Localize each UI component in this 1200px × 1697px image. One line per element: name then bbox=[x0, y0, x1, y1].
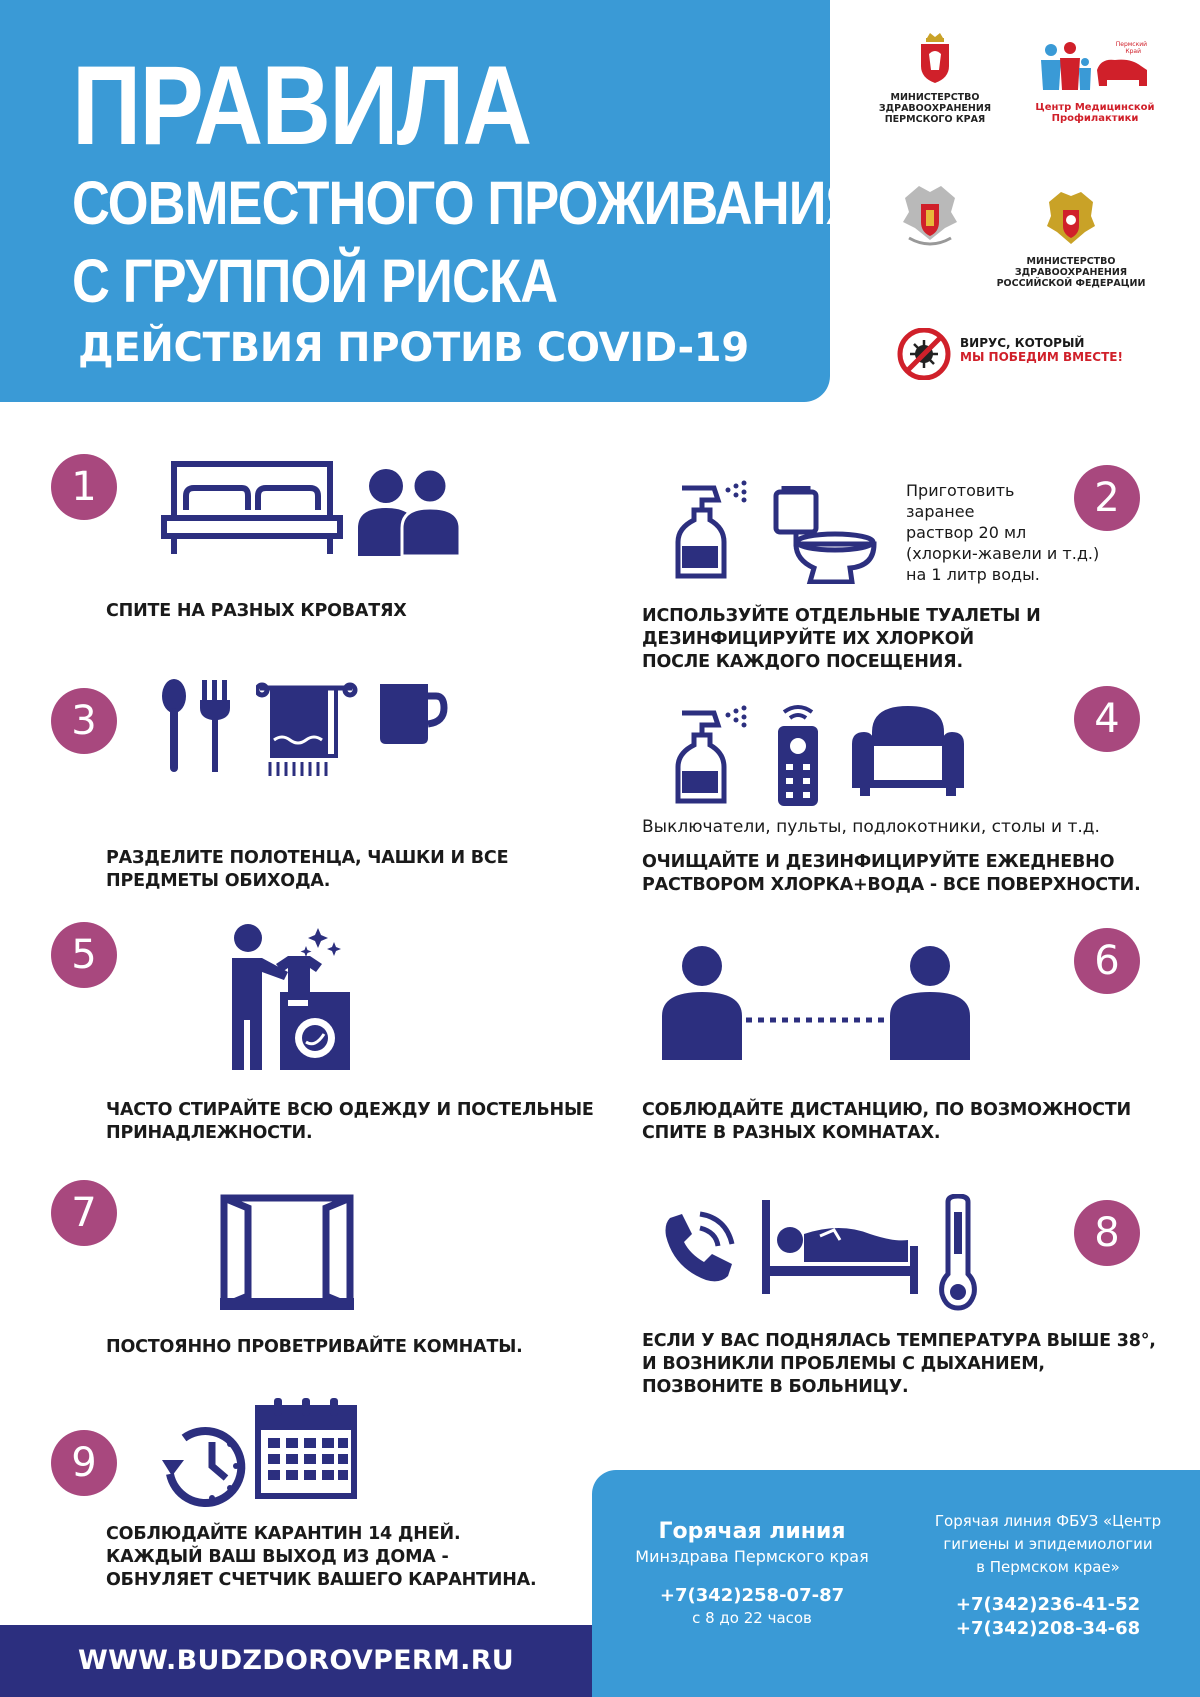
step-4-line2: РАСТВОРОМ ХЛОРКА+ВОДА - ВСЕ ПОВЕРХНОСТИ. bbox=[642, 875, 1141, 895]
title-line-3: С ГРУППОЙ РИСКА bbox=[72, 247, 558, 315]
medical-prevention-center-logo bbox=[1030, 40, 1160, 124]
page-title bbox=[72, 43, 863, 316]
step-4-note-line1: Выключатели, пульты, подлокотники, столы и т.д. bbox=[642, 817, 1100, 837]
step-6-line1: СОБЛЮДАЙТЕ ДИСТАНЦИЮ, ПО ВОЗМОЖНОСТИ bbox=[642, 1100, 1131, 1120]
step-4-note bbox=[642, 817, 1100, 838]
rospotrebnadzor-emblem bbox=[895, 182, 965, 258]
rf-eagle-icon bbox=[1043, 190, 1099, 252]
rf-ministry-line1: МИНИСТЕРСТВО bbox=[1026, 256, 1116, 267]
step-9-line2: КАЖДЫЙ ВАШ ВЫХОД ИЗ ДОМА - bbox=[106, 1547, 449, 1567]
rf-ministry-line3: РОССИЙСКОЙ ФЕДЕРАЦИИ bbox=[996, 278, 1146, 289]
website-bar bbox=[0, 1625, 592, 1697]
hotline-left-hours: с 8 до 22 часов bbox=[692, 1609, 812, 1627]
step-number-6: 6 bbox=[1074, 928, 1140, 994]
hotline-right-line3: в Пермском крае» bbox=[976, 1558, 1120, 1576]
perm-coat-of-arms-icon bbox=[918, 32, 952, 84]
bed-icon bbox=[160, 458, 345, 558]
calendar-icon bbox=[252, 1396, 360, 1500]
spray-bottle-icon-2 bbox=[672, 705, 754, 807]
open-window-icon bbox=[220, 1194, 354, 1310]
family-bear-icon bbox=[1035, 40, 1155, 96]
hotline-left-title: Горячая линия bbox=[658, 1519, 846, 1544]
perm-ministry-line1: МИНИСТЕРСТВО bbox=[890, 92, 980, 103]
phone-call-icon bbox=[660, 1210, 736, 1286]
step-4-caption bbox=[642, 851, 1141, 897]
step-number-8: 8 bbox=[1074, 1200, 1140, 1266]
step-9-line1: СОБЛЮДАЙТЕ КАРАНТИН 14 ДНЕЙ. bbox=[106, 1524, 461, 1544]
step-2-caption bbox=[642, 605, 1041, 674]
step-4-line1: ОЧИЩАЙТЕ И ДЕЗИНФИЦИРУЙТЕ ЕЖЕДНЕВНО bbox=[642, 852, 1115, 872]
title-line-1: ПРАВИЛА bbox=[72, 43, 531, 168]
hotline-left-phone[interactable]: +7(342)258-07-87 bbox=[659, 1585, 845, 1606]
step-1-caption bbox=[106, 600, 407, 623]
sick-in-bed-icon bbox=[760, 1196, 920, 1296]
step-number-5: 5 bbox=[51, 922, 117, 988]
step-2-line1: ИСПОЛЬЗУЙТЕ ОТДЕЛЬНЫЕ ТУАЛЕТЫ И bbox=[642, 606, 1041, 626]
thermometer-icon bbox=[938, 1194, 978, 1312]
medcenter-line1: Центр Медицинской bbox=[1035, 102, 1155, 113]
spray-bottle-icon bbox=[672, 480, 754, 582]
step-8-line1: ЕСЛИ У ВАС ПОДНЯЛАСЬ ТЕМПЕРАТУРА ВЫШЕ 38°, bbox=[642, 1331, 1156, 1351]
step-6-caption bbox=[642, 1099, 1131, 1145]
step-number-3: 3 bbox=[51, 688, 117, 754]
perm-ministry-line3: ПЕРМСКОГО КРАЯ bbox=[884, 114, 986, 125]
step-2-note-line1: Приготовить bbox=[906, 481, 1015, 500]
step-9-line3: ОБНУЛЯЕТ СЧЕТЧИК ВАШЕГО КАРАНТИНА. bbox=[106, 1570, 537, 1590]
step-2-note bbox=[906, 480, 1099, 585]
medcenter-region-1: Пермский bbox=[1115, 41, 1147, 48]
medcenter-region-2: Край bbox=[1125, 48, 1141, 55]
step-2-line2: ДЕЗИНФИЦИРУЙТЕ ИХ ХЛОРКОЙ bbox=[642, 629, 974, 649]
step-5-line2: ПРИНАДЛЕЖНОСТИ. bbox=[106, 1123, 313, 1143]
step-number-7: 7 bbox=[51, 1180, 117, 1246]
step-8-caption bbox=[642, 1330, 1156, 1399]
medcenter-line2: Профилактики bbox=[1051, 113, 1139, 124]
armchair-icon bbox=[850, 702, 966, 796]
mug-icon bbox=[376, 680, 448, 746]
perm-ministry-logo bbox=[870, 32, 1000, 125]
virus-slogan-line2: МЫ ПОБЕДИМ ВМЕСТЕ! bbox=[960, 350, 1123, 364]
rf-ministry-logo bbox=[996, 190, 1146, 289]
header-banner bbox=[0, 0, 863, 402]
towel-icon bbox=[256, 680, 358, 780]
step-7-caption bbox=[106, 1336, 523, 1359]
step-number-9: 9 bbox=[51, 1430, 117, 1496]
toilet-icon bbox=[770, 486, 880, 584]
step-7-line1: ПОСТОЯННО ПРОВЕТРИВАЙТЕ КОМНАТЫ. bbox=[106, 1337, 523, 1357]
step-2-note-line5: на 1 литр воды. bbox=[906, 565, 1040, 584]
perm-ministry-line2: ЗДРАВООХРАНЕНИЯ bbox=[878, 103, 992, 114]
title-line-2: СОВМЕСТНОГО ПРОЖИВАНИЯ bbox=[72, 169, 863, 237]
step-8-line2: И ВОЗНИКЛИ ПРОБЛЕМЫ С ДЫХАНИЕМ, bbox=[642, 1354, 1045, 1374]
step-3-caption bbox=[106, 847, 508, 893]
rf-ministry-line2: ЗДРАВООХРАНЕНИЯ bbox=[1014, 267, 1128, 278]
step-8-line3: ПОЗВОНИТЕ В БОЛЬНИЦУ. bbox=[642, 1377, 909, 1397]
step-3-line1: РАЗДЕЛИТЕ ПОЛОТЕНЦА, ЧАШКИ И ВСЕ bbox=[106, 848, 509, 868]
step-number-2: 2 bbox=[1074, 465, 1140, 531]
website-link[interactable]: WWW.BUDZDOROVPERM.RU bbox=[78, 1645, 515, 1676]
hotline-right bbox=[908, 1510, 1188, 1641]
step-1-line1: СПИТЕ НА РАЗНЫХ КРОВАТЯХ bbox=[106, 601, 407, 621]
hotline-right-phone1[interactable]: +7(342)236-41-52 bbox=[955, 1594, 1141, 1615]
hotline-right-line1: Горячая линия ФБУЗ «Центр bbox=[934, 1512, 1162, 1530]
step-6-line2: СПИТЕ В РАЗНЫХ КОМНАТАХ. bbox=[642, 1123, 941, 1143]
virus-slogan bbox=[960, 336, 1123, 364]
two-people-icon bbox=[356, 466, 466, 556]
remote-control-icon bbox=[770, 704, 826, 808]
stop-virus-icon bbox=[896, 328, 954, 380]
step-number-1: 1 bbox=[51, 454, 117, 520]
step-5-line1: ЧАСТО СТИРАЙТЕ ВСЮ ОДЕЖДУ И ПОСТЕЛЬНЫЕ bbox=[106, 1100, 594, 1120]
virus-slogan-line1: ВИРУС, КОТОРЫЙ bbox=[960, 336, 1085, 350]
step-2-note-line3: раствор 20 мл bbox=[906, 523, 1027, 542]
clock-arrow-icon bbox=[160, 1416, 252, 1508]
page-subtitle: ДЕЙСТВИЯ ПРОТИВ COVID-19 bbox=[78, 325, 749, 371]
hotline-left-org: Минздрава Пермского края bbox=[635, 1547, 869, 1566]
step-5-caption bbox=[106, 1099, 594, 1145]
step-9-caption bbox=[106, 1523, 536, 1592]
spoon-fork-icon bbox=[160, 678, 236, 774]
social-distance-icon bbox=[660, 944, 972, 1060]
person-laundry-icon bbox=[218, 920, 354, 1072]
step-number-4: 4 bbox=[1074, 686, 1140, 752]
step-2-line3: ПОСЛЕ КАЖДОГО ПОСЕЩЕНИЯ. bbox=[642, 652, 963, 672]
hotline-panel bbox=[592, 1470, 1200, 1697]
step-2-note-line2: заранее bbox=[906, 502, 975, 521]
hotline-right-phone2[interactable]: +7(342)208-34-68 bbox=[955, 1618, 1141, 1639]
hotline-right-line2: гигиены и эпидемиологии bbox=[943, 1535, 1153, 1553]
step-2-note-line4: (хлорки-жавели и т.д.) bbox=[906, 544, 1100, 563]
hotline-left bbox=[612, 1518, 892, 1628]
step-3-line2: ПРЕДМЕТЫ ОБИХОДА. bbox=[106, 871, 331, 891]
double-headed-eagle-icon bbox=[897, 182, 963, 254]
